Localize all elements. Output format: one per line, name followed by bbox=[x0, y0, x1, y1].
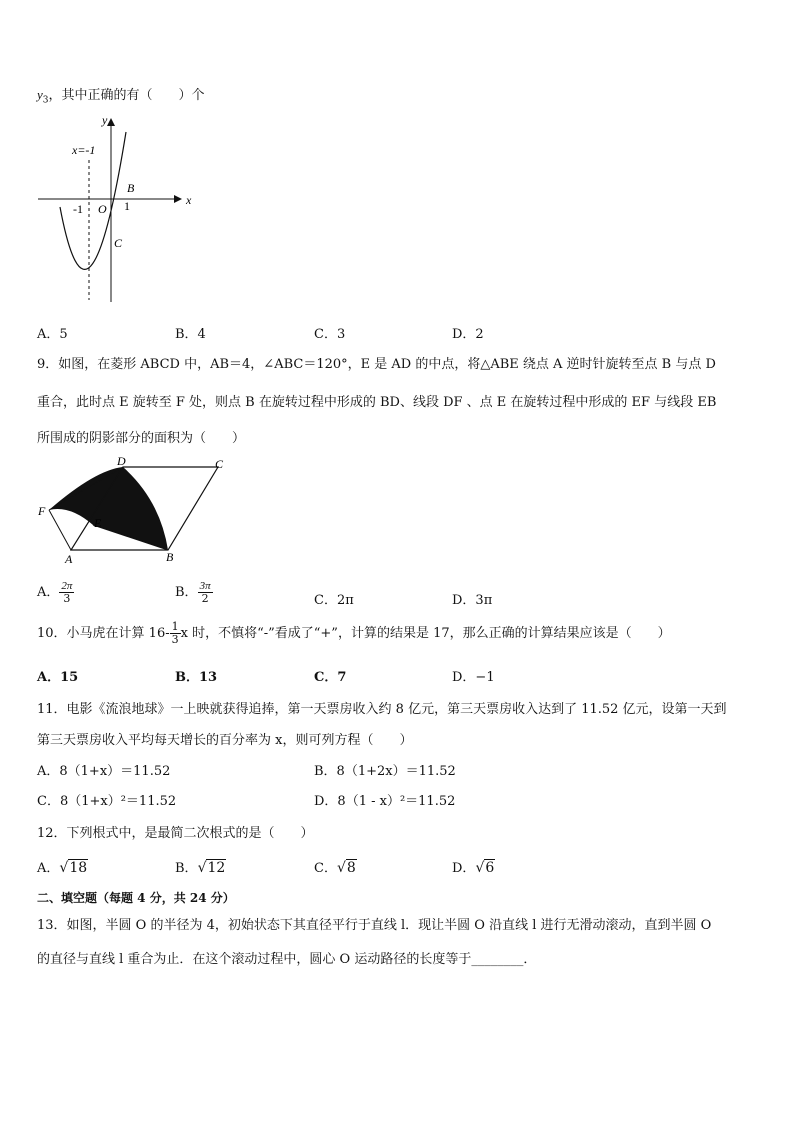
q10-frac-den: 3 bbox=[171, 633, 179, 646]
q10-option-c: C．7 bbox=[314, 670, 347, 685]
q12-option-c-prefix: C． bbox=[314, 861, 337, 876]
q10-option-d: D．−1 bbox=[452, 670, 495, 685]
q9-line2: 重合，此时点 E 旋转至 F 处，则点 B 在旋转过程中形成的 BD、线段 DF 、点 E 在旋转过程中形成的 EF 与线段 EB bbox=[37, 395, 717, 410]
sqrt-icon: √12 bbox=[197, 860, 226, 876]
label-f: F bbox=[38, 504, 46, 518]
q8-option-a: A．5 bbox=[37, 327, 68, 342]
q10-stem bbox=[37, 621, 671, 646]
label-point-c: C bbox=[114, 236, 123, 250]
q9-line3: 所围成的阴影部分的面积为（ ） bbox=[37, 431, 246, 446]
q13-line1: 13．如图，半圆 O 的半径为 4，初始状态下其直径平行于直线 l．现让半圆 O 沿直线 l 进行无滑动滚动，直到半圆 O bbox=[37, 918, 712, 933]
q8-var: y bbox=[37, 87, 43, 102]
q9-option-a bbox=[37, 580, 74, 605]
q10-frac-num: 1 bbox=[171, 620, 179, 633]
q11-option-c: C．8（1+x）²＝11.52 bbox=[37, 794, 177, 809]
q8-option-b: B．4 bbox=[175, 327, 206, 342]
q11-option-b: B．8（1+2x）＝11.52 bbox=[314, 764, 456, 779]
shaded-region bbox=[49, 467, 168, 550]
q9-option-a-num: 2π bbox=[61, 580, 73, 592]
label-c: C bbox=[215, 457, 224, 471]
label-d: D bbox=[117, 455, 126, 468]
segment-af bbox=[49, 510, 71, 550]
sqrt-icon: √18 bbox=[59, 860, 88, 876]
label-y: y bbox=[102, 113, 108, 127]
q8-tail-line bbox=[37, 84, 205, 106]
q9-option-d: D．3π bbox=[452, 593, 493, 608]
q11-line1: 11．电影《流浪地球》一上映就获得追捧，第一天票房收入约 8 亿元，第三天票房收入达到了 11.52 亿元，设第一天到 bbox=[37, 702, 727, 717]
label-b: B bbox=[166, 550, 174, 564]
q9-option-a-den: 3 bbox=[63, 592, 71, 605]
q10-option-a: A．15 bbox=[37, 670, 79, 685]
x-axis-arrow bbox=[174, 195, 182, 203]
q9-option-b-prefix: B． bbox=[175, 585, 198, 600]
q9-option-b-num: 3π bbox=[199, 580, 211, 592]
q8-option-c: C．3 bbox=[314, 327, 346, 342]
q10-option-b: B．13 bbox=[175, 670, 218, 685]
q12-option-d-radicand: 6 bbox=[485, 860, 495, 876]
label-a: A bbox=[65, 552, 73, 566]
sqrt-icon: √8 bbox=[336, 860, 356, 876]
label-one: 1 bbox=[124, 199, 130, 213]
q11-option-d: D．8（1 - x）²＝11.52 bbox=[314, 794, 456, 809]
q12-option-b-prefix: B． bbox=[175, 861, 198, 876]
q13-line2: 的直径与直线 l 重合为止．在这个滚动过程中，圆心 O 运动路径的长度等于________． bbox=[37, 952, 537, 967]
q9-option-a-fraction bbox=[59, 580, 74, 605]
section-title: 二、填空题（每题 4 分，共 24 分） bbox=[37, 891, 235, 905]
q12-option-c bbox=[314, 857, 357, 876]
q8-subscript: 3 bbox=[42, 95, 49, 106]
label-origin: O bbox=[98, 202, 107, 216]
q11-line2: 第三天票房收入平均每天增长的百分率为 x，则可列方程（ ） bbox=[37, 733, 413, 748]
q9-option-b bbox=[175, 580, 213, 605]
q10-fraction bbox=[170, 621, 181, 646]
label-e: E bbox=[94, 516, 102, 530]
q12-option-b-radicand: 12 bbox=[207, 860, 226, 876]
label-x: x bbox=[186, 193, 192, 207]
q9-option-c: C．2π bbox=[314, 593, 354, 608]
sqrt-icon: √6 bbox=[475, 860, 495, 876]
q10-suffix: x 时，不慎将“-”看成了“+”，计算的结果是 17，那么正确的计算结果应该是（ ） bbox=[180, 626, 671, 641]
y-axis-arrow bbox=[107, 118, 115, 126]
q12-option-c-radicand: 8 bbox=[346, 860, 356, 876]
q8-option-d: D．2 bbox=[452, 327, 484, 342]
q12-stem: 12．下列根式中，是最简二次根式的是（ ） bbox=[37, 826, 314, 841]
q12-option-d-prefix: D． bbox=[452, 861, 476, 876]
q8-parabola-graph bbox=[30, 112, 205, 307]
q12-option-b bbox=[175, 857, 226, 876]
q9-rhombus-figure bbox=[35, 455, 235, 570]
q9-option-b-fraction bbox=[198, 580, 213, 605]
q9-line1: 9．如图，在菱形 ABCD 中，AB＝4，∠ABC＝120°，E 是 AD 的中点，将△ABE 绕点 A 逆时针旋转至点 B 与点 D bbox=[37, 357, 716, 372]
q12-option-a bbox=[37, 857, 88, 876]
label-x-eq-neg1: x=-1 bbox=[72, 143, 96, 157]
q10-prefix: 10．小马虎在计算 16- bbox=[37, 626, 170, 641]
q12-option-a-prefix: A． bbox=[37, 861, 60, 876]
q12-option-d bbox=[452, 857, 495, 876]
q9-option-b-den: 2 bbox=[201, 592, 209, 605]
label-neg1: -1 bbox=[73, 202, 83, 216]
q11-option-a: A．8（1+x）＝11.52 bbox=[37, 764, 171, 779]
q9-option-a-prefix: A． bbox=[37, 585, 60, 600]
q8-tail-text: ，其中正确的有（ ）个 bbox=[48, 88, 205, 103]
q12-option-a-radicand: 18 bbox=[69, 860, 88, 876]
label-point-b: B bbox=[127, 181, 135, 195]
